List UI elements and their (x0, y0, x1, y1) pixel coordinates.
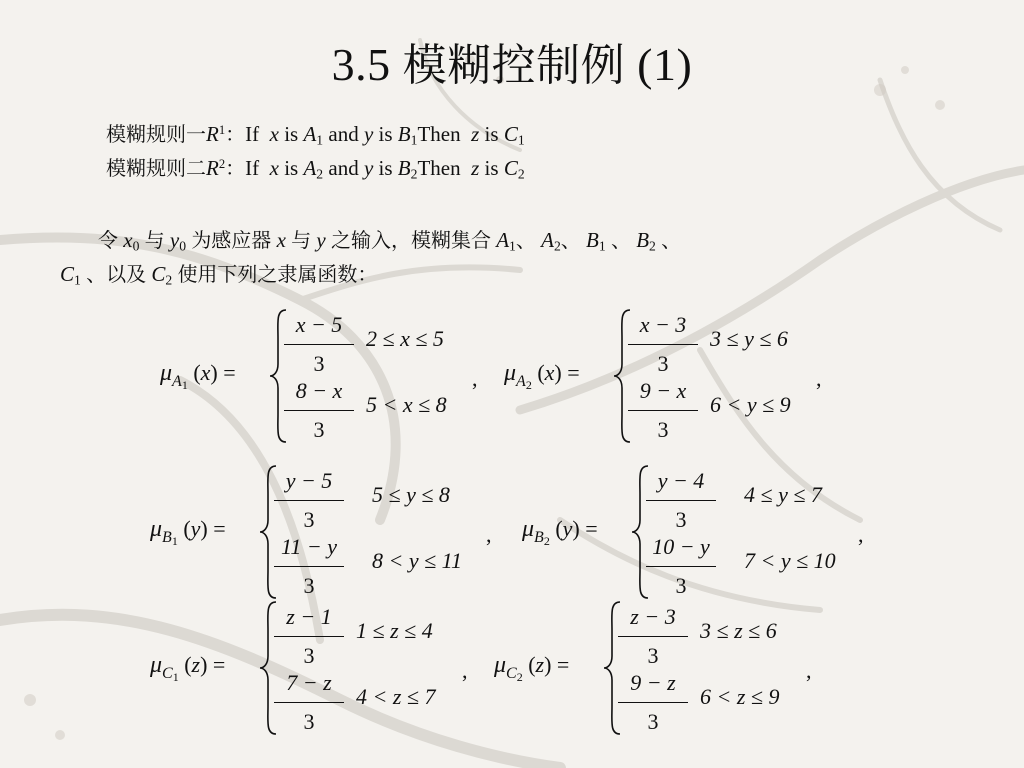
fraction-bar (618, 702, 688, 703)
title-paren: (1) (637, 39, 693, 90)
function-lhs (504, 360, 580, 393)
mu-symbol: μ (150, 516, 163, 542)
set-symbol: C (506, 665, 517, 682)
piece-1-fraction (628, 308, 698, 381)
piece-2-denominator: 3 (657, 417, 669, 442)
rule-set-a: A (303, 156, 317, 180)
set-symbol: C (162, 665, 173, 682)
para-text: 之输入，模糊集合 (330, 228, 491, 252)
rule-then: Then (417, 122, 461, 146)
rule-label: 模糊规则二 (106, 156, 206, 180)
function-variable: z (191, 652, 201, 677)
para-sub: 2 (553, 238, 561, 254)
para-var: x (123, 228, 133, 252)
piece-1-fraction (284, 308, 354, 381)
rule-output-z: z (471, 156, 480, 180)
piece-1-fraction (274, 464, 344, 537)
set-index: 1 (171, 534, 178, 548)
piece-2-fraction (628, 374, 698, 447)
rule-set-b: B (397, 156, 411, 180)
piece-1-denominator: 3 (657, 351, 669, 376)
rule-output-z: z (471, 122, 480, 146)
piece-2-denominator: 3 (313, 417, 325, 442)
rule-index: 1 (218, 123, 226, 138)
piece-2-numerator: 9 − z (630, 670, 676, 695)
rule-label: 模糊规则一 (106, 122, 206, 146)
piece-1-fraction (618, 600, 688, 673)
para-text: 与 (291, 228, 312, 252)
function-variable: y (190, 516, 201, 541)
rule-if: If (245, 156, 260, 180)
rule-then: Then (417, 156, 461, 180)
open-paren: ( (193, 360, 201, 385)
set-index: 2 (543, 534, 550, 548)
para-sub: 2 (165, 272, 173, 288)
para-sub: 1 (509, 238, 516, 254)
piece-2-denominator: 3 (675, 573, 687, 598)
rule-colon: ： (225, 122, 246, 146)
piece-1-numerator: z − 1 (286, 604, 332, 629)
para-sep: 、 (560, 228, 581, 252)
mu-symbol: μ (522, 516, 535, 542)
piece-1-denominator: 3 (647, 643, 659, 668)
open-paren: ( (537, 360, 545, 385)
close-paren: ) = (210, 360, 236, 385)
rule-colon: ： (225, 156, 246, 180)
piece-1-numerator: y − 5 (285, 468, 333, 493)
fraction-bar (284, 344, 354, 345)
piece-2-fraction (284, 374, 354, 447)
para-text: 令 (98, 228, 118, 252)
piece-2-fraction (646, 530, 716, 603)
separator-comma: , (816, 366, 822, 391)
function-lhs (522, 516, 598, 549)
rule-and: and (328, 156, 359, 180)
para-sub: 1 (598, 238, 606, 254)
piece-1-condition: 4 ≤ y ≤ 7 (744, 482, 822, 507)
rule-set-c: C (503, 122, 518, 146)
fraction-bar (274, 566, 344, 567)
rule-symbol: R (206, 122, 219, 146)
para-sep: 、 (515, 228, 536, 252)
function-lhs (150, 652, 225, 685)
para-set: B (636, 228, 650, 252)
para-var: y (316, 228, 326, 252)
piece-1-denominator: 3 (303, 643, 315, 668)
piece-1-fraction (274, 600, 344, 673)
set-symbol: A (516, 373, 526, 390)
mu-symbol: μ (150, 652, 163, 678)
piece-2-numerator: 8 − x (295, 378, 343, 403)
piece-1-numerator: x − 5 (295, 312, 343, 337)
piece-2-denominator: 3 (647, 709, 659, 734)
para-sep: 、 (661, 228, 682, 252)
rule-set-a-index: 1 (316, 132, 324, 148)
piece-2-condition: 5 < x ≤ 8 (366, 392, 447, 417)
separator-comma: , (472, 366, 478, 391)
open-paren: ( (555, 516, 563, 541)
piece-2-fraction (274, 530, 344, 603)
close-paren: ) = (200, 516, 226, 541)
piece-1-denominator: 3 (313, 351, 325, 376)
fuzzy-rule-2: 模糊规则二$R^2$：If x is $A_2$ and y is $B_2Then$ z is $C_2$ (106, 156, 525, 182)
set-symbol: B (534, 529, 544, 546)
piece-2-numerator: 10 − y (652, 534, 710, 559)
mu-symbol: μ (160, 360, 173, 386)
set-index: 2 (525, 378, 532, 392)
piece-1-condition: 3 ≤ y ≤ 6 (710, 326, 788, 351)
fraction-bar (274, 702, 344, 703)
piece-2-fraction (274, 666, 344, 739)
fraction-bar (274, 636, 344, 637)
para-sep: 、 (610, 228, 631, 252)
rule-and: and (328, 122, 359, 146)
rule-set-a: A (303, 122, 317, 146)
close-paren: ) = (544, 652, 570, 677)
piece-2-condition: 4 < z ≤ 7 (356, 684, 436, 709)
piece-1-condition: 3 ≤ z ≤ 6 (700, 618, 777, 643)
piece-1-numerator: x − 3 (639, 312, 687, 337)
para-text: 使用下列之隶属函数： (177, 262, 378, 286)
function-variable: y (562, 516, 573, 541)
para-set: B (586, 228, 599, 252)
set-index: 2 (516, 670, 523, 684)
fraction-bar (274, 500, 344, 501)
piece-1-denominator: 3 (675, 507, 687, 532)
separator-comma: , (858, 522, 864, 547)
title-number: 3.5 (331, 39, 391, 90)
function-variable: z (535, 652, 545, 677)
piece-1-condition: 5 ≤ y ≤ 8 (372, 482, 450, 507)
para-text: 、以及 (86, 262, 147, 286)
fraction-bar (284, 410, 354, 411)
close-paren: ) = (554, 360, 580, 385)
rule-input-y: y (363, 122, 374, 146)
fraction-bar (628, 410, 698, 411)
piece-2-numerator: 11 − y (281, 534, 337, 559)
separator-comma: , (462, 658, 468, 683)
function-lhs (494, 652, 569, 685)
piece-1-condition: 1 ≤ z ≤ 4 (356, 618, 433, 643)
piece-2-numerator: 9 − x (639, 378, 687, 403)
intro-paragraph-line-1 (98, 224, 681, 256)
piece-1-condition: 2 ≤ x ≤ 5 (366, 326, 444, 351)
set-index: 1 (181, 378, 188, 392)
rule-set-c-index: 2 (517, 166, 525, 182)
para-sub: 0 (179, 238, 187, 254)
piece-1-denominator: 3 (303, 507, 315, 532)
function-lhs (160, 360, 236, 393)
function-variable: x (200, 360, 211, 385)
rule-set-c: C (503, 156, 518, 180)
rule-input-y: y (363, 156, 374, 180)
open-paren: ( (528, 652, 536, 677)
piece-1-numerator: z − 3 (630, 604, 676, 629)
para-set: A (496, 228, 510, 252)
para-sub: 0 (132, 238, 140, 254)
set-symbol: A (172, 373, 182, 390)
open-paren: ( (183, 516, 191, 541)
rule-index: 2 (218, 157, 226, 172)
close-paren: ) = (572, 516, 598, 541)
fraction-bar (646, 566, 716, 567)
intro-paragraph-line-2 (60, 258, 377, 290)
rule-if: If (245, 122, 260, 146)
para-set: A (541, 228, 554, 252)
para-sub: 1 (74, 272, 81, 288)
page-title (0, 30, 1024, 101)
para-text: 与 (144, 228, 165, 252)
rule-symbol: R (206, 156, 219, 180)
piece-2-condition: 8 < y ≤ 11 (372, 548, 463, 573)
para-set: C (60, 262, 75, 286)
close-paren: ) = (200, 652, 226, 677)
piece-2-denominator: 3 (303, 709, 315, 734)
para-sub: 2 (649, 238, 656, 254)
function-lhs (150, 516, 226, 549)
piece-2-fraction (618, 666, 688, 739)
fraction-bar (618, 636, 688, 637)
function-variable: x (544, 360, 555, 385)
piece-1-fraction (646, 464, 716, 537)
set-symbol: B (162, 529, 172, 546)
separator-comma: , (486, 522, 492, 547)
set-index: 1 (172, 670, 179, 684)
rule-set-b-index: 2 (410, 166, 418, 182)
mu-symbol: μ (494, 652, 507, 678)
rule-set-b-index: 1 (410, 132, 418, 148)
rule-input-x: x (269, 122, 279, 146)
separator-comma: , (806, 658, 812, 683)
para-text: 为感应器 (191, 228, 272, 252)
open-paren: ( (184, 652, 192, 677)
fraction-bar (646, 500, 716, 501)
rule-set-b: B (397, 122, 411, 146)
piece-1-numerator: y − 4 (657, 468, 705, 493)
piece-2-condition: 6 < y ≤ 9 (710, 392, 791, 417)
piece-2-numerator: 7 − z (286, 670, 332, 695)
piece-2-condition: 6 < z ≤ 9 (700, 684, 780, 709)
rule-set-c-index: 1 (517, 132, 525, 148)
para-var: y (169, 228, 180, 252)
fuzzy-rule-1: 模糊规则一$R^1$：If x is $A_1$ and y is $B_1Then$ z is $C_1$ (106, 122, 525, 148)
rule-set-a-index: 2 (316, 166, 324, 182)
para-set: C (151, 262, 166, 286)
para-var: x (276, 228, 286, 252)
rule-input-x: x (269, 156, 279, 180)
piece-2-denominator: 3 (303, 573, 315, 598)
mu-symbol: μ (504, 360, 517, 386)
piece-2-condition: 7 < y ≤ 10 (744, 548, 836, 573)
title-text: 模糊控制例 (402, 40, 626, 91)
fraction-bar (628, 344, 698, 345)
